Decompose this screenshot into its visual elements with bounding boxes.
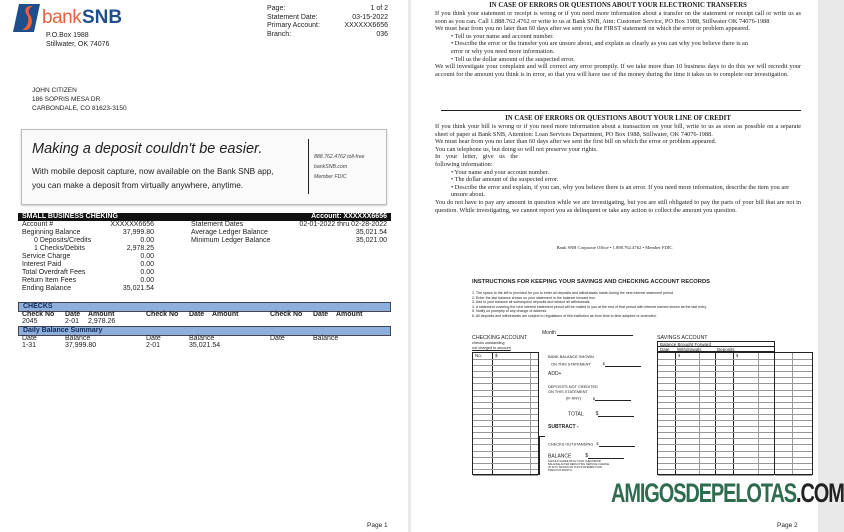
grid-line — [658, 365, 774, 366]
daily-cell: 37,999.80 — [65, 342, 97, 349]
grid-line — [473, 396, 538, 397]
daily-cell: 35,021.54 — [189, 342, 221, 349]
customer-address: JOHN CITIZEN 186 SOPRIS MESA DR CARBONDALE, CO 81623-3150 — [32, 87, 127, 112]
grid-line — [775, 390, 812, 391]
column-header: Amount — [336, 311, 363, 318]
grid-line — [775, 438, 812, 439]
grid-line — [775, 420, 812, 421]
grid-line — [775, 432, 812, 433]
balance-forward-box[interactable]: Balance Brought Forward — [657, 341, 775, 347]
grid-line — [775, 408, 812, 409]
grid-line — [473, 420, 538, 421]
grid-line — [775, 383, 812, 384]
summary-row: 1 Checks/Debits 2,978.25 — [34, 245, 154, 252]
grid-line — [473, 414, 538, 415]
page-number: Page 2 — [777, 522, 798, 529]
grid-line — [658, 469, 774, 470]
grid-line — [658, 432, 774, 433]
promo-banner — [21, 129, 387, 205]
account-summary — [22, 221, 154, 293]
grid-line — [473, 365, 538, 366]
summary-row: Account # XXXXXX6656 — [22, 221, 154, 228]
statement-page-2: IN CASE OF ERRORS OR QUESTIONS ABOUT YOUR ELECTRONIC TRANSFERS If you think your statement or receipt is wrong or if you need more information about a transfer on the statement or receipt call or write us as soon as you can. Call 1.888.762.4762 or write to us at Bank SNB, Attn: Customer Service, PO Box 1988, Stillwater OK 74076-1988 We must hear from you no later than 60 days after we sent you the FIRST statement on which the error or problem appeared. • Tell us your name and account number. • Describe the error or the transfer you are unsure about, and explain as clearly as you can why you believe there is an error or why you need more information. • Tell us the dollar amount of the suspected error. We will investigate your complaint and will correct any error promptly. If we take more than 10 business days to do this we will recredit your account for the amount you think is in error, so that you will have use of the money during the time it takes us to complete our investigation. IN CASE OF ERRORS OR QUESTIONS ABOUT YOUR LINE OF CREDIT If you think your bill is wrong or if you need more information about a transaction on your bill, write to us as soon as possible on a separate sheet of paper at Bank SNB, Attention: Loan Services Department, PO Box 1988, Stillwater, OK 74076-1988. We must hear from you no later than 60 days after we sent the first bill on which the error or problem appeared. You can telephone us, but doing so will not preserve your rights. In your letter, give us the following information: • Your name and your account number. • The dollar amount of the suspected error. • Describe the error and explain, if you can, why you believe there is an error. If you need more information, describe the item you are unsure about. You do not have to pay any amount in question while we are investigating, but you are still obligated to pay the parts of your bill that are not in question. While investigating, we cannot report you as delinquent or take any action to collect the amount you question. Bank SNB Corporate Office • 1.888.762.4762 • Member FDIC INSTRUCTIONS FOR KEEPING YOUR SAVINGS AND CHECKING ACCOUNT RECORDS 1. The space to the left is provided for you to enter all deposits and withdrawals made during the next interest statement period 2. Enter the last balance shown on your statement in the balance forward box. 3. Add to your balance all subsequent deposits and deduct all withdrawals. 4. A statement covering the next interest statement period will be mailed to you at the end of that period with interest earned shown as the last entry. 5. Notify us promptly of any change of address. 6. All deposits and withdrawals are subject to regulations of this institution as from time to time adopted or amended. Month CHECKING ACCOUNT checks outstanding not charged to account No. $ BANK BALANCE SHOWN ON THIS STATEMENT $ ADD+ DEPOSITS NOT CREDITED ON THIS STATEMENT (IF ANY) $ TOTAL $ SUBTRACT - CHECKS OUTSTANDING $ BALANCE $ SHOULD AGREE WITH YOUR CHECKBOOK BALANCE AFTER DEDUCTING SERVICE CHARGE (IF ANY) SHOWN ON THIS STATEMENT FOR PREVIOUS MONTH SAVINGS ACCOUNT Balance Brought Forward Date Withdrawals Deposits $ $ AMIGOSDEPELOTAS.COM Page 2 — [411, 0, 818, 532]
summary-row: Return Item Fees 0.00 — [22, 277, 154, 284]
grid-line — [473, 463, 538, 464]
daily-cell: 1-31 — [22, 342, 37, 349]
month-field[interactable]: Month — [542, 329, 633, 336]
promo-contact: 888.762.4762 toll-free bankSNB.com Member FDIC — [314, 154, 365, 180]
grid-line — [658, 457, 774, 458]
account-header: SMALL BUSINESS CHEKING Account: XXXXXX6656 — [18, 213, 391, 221]
column-header: Date — [189, 311, 205, 318]
logo-mark-icon — [13, 3, 41, 33]
instructions-title: INSTRUCTIONS FOR KEEPING YOUR SAVINGS AND CHECKING ACCOUNT RECORDS — [472, 279, 711, 285]
column-header: Check No — [270, 311, 303, 318]
grid-line — [775, 475, 812, 476]
summary-row: Minimum Ledger Balance 35,021.00 — [191, 237, 387, 244]
statement-meta: Page: 1 of 2 Statement Date: 03-15-2022 Primary Account: XXXXXX6656 Branch: 036 — [267, 5, 388, 39]
grid-line — [658, 371, 774, 372]
column-header: Check No — [22, 311, 55, 318]
grid-line — [658, 426, 774, 427]
grid-line — [775, 371, 812, 372]
column-header: Check No — [146, 311, 179, 318]
grid-line — [473, 383, 538, 384]
column-header: Date — [270, 335, 285, 342]
grid-line — [775, 469, 812, 470]
grid-line — [473, 426, 538, 427]
bank-address: P.O.Box 1988 Stillwater, OK 74076 — [46, 32, 110, 48]
grid-line — [473, 444, 538, 445]
checks-outstanding-grid[interactable]: No. $ — [472, 352, 539, 475]
grid-line — [658, 359, 774, 360]
divider — [441, 110, 801, 111]
summary-row: Statement Dates 02-01-2022 thru 02-28-2022 — [191, 221, 387, 228]
column-header: Balance — [313, 335, 339, 342]
grid-line — [658, 383, 774, 384]
grid-line — [775, 463, 812, 464]
grid-line — [473, 377, 538, 378]
grid-line — [775, 402, 812, 403]
summary-row: Service Charge 0.00 — [22, 253, 154, 260]
grid-line — [658, 402, 774, 403]
daily-balance-header: Daily Balance Summary — [18, 326, 391, 336]
grid-line — [473, 475, 538, 476]
grid-line — [473, 457, 538, 458]
check-cell: 2,978.26 — [88, 318, 116, 325]
grid-line — [658, 377, 774, 378]
grid-line — [658, 463, 774, 464]
grid-line — [775, 414, 812, 415]
grid-line — [658, 390, 774, 391]
grid-line — [473, 359, 538, 360]
grid-line — [775, 377, 812, 378]
watermark: AMIGOSDEPELOTAS.COM — [611, 478, 844, 508]
grid-line — [658, 438, 774, 439]
grid-line — [658, 451, 774, 452]
grid-line — [658, 475, 774, 476]
grid-line — [658, 414, 774, 415]
eft-disclosure: IN CASE OF ERRORS OR QUESTIONS ABOUT YOUR ELECTRONIC TRANSFERS If you think your statement or receipt is wrong or if you need more information about a transfer on the statement or receipt call or write us as soon as you can. Call 1.888.762.4762 or write to us at Bank SNB, Attn: Customer Service, PO Box 1988, Stillwater OK 74076-1988 We must hear from you no later than 60 days after we sent you the FIRST statement on which the error or problem appeared. • Tell us your name and account number. • Describe the error or the transfer you are unsure about, and explain as clearly as you can why you believe there is an error or why you need more information. • Tell us the dollar amount of the suspected error. We will investigate your complaint and will correct any error promptly. If we take more than 10 business days to do this we will recredit your account for the amount you think is in error, so that you will have use of the money during the time it takes us to complete our investigation. — [435, 2, 801, 78]
summary-row: Ending Balance 35,021.54 — [22, 285, 154, 292]
grid-line — [658, 396, 774, 397]
summary-row: 0 Deposits/Credits 0.00 — [34, 237, 154, 244]
check-cell: 2045 — [22, 318, 38, 325]
grid-line — [658, 420, 774, 421]
grid-line — [775, 444, 812, 445]
summary-row: Total Overdraft Fees 0.00 — [22, 269, 154, 276]
promo-body: With mobile deposit capture, now available on the Bank SNB app, you can make a deposit from virtually anywhere, anytime. — [32, 166, 274, 190]
grid-line — [473, 402, 538, 403]
instruction-item: 4. A statement covering the next interest statement period will be mailed to you at the end of that period with interest earned shown as the last entry. — [472, 304, 707, 309]
check-cell: 2-01 — [65, 318, 80, 325]
instruction-item: 3. Add to your balance all subsequent deposits and deduct all withdrawals. — [472, 300, 591, 304]
column-header: Balance — [189, 335, 215, 342]
column-header: Balance — [65, 335, 91, 342]
grid-line — [775, 396, 812, 397]
grid-line — [473, 432, 538, 433]
summary-row: Average Ledger Balance 35,021.54 — [191, 229, 387, 236]
grid-line — [775, 451, 812, 452]
column-header: Amount — [212, 311, 239, 318]
credit-disclosure: IN CASE OF ERRORS OR QUESTIONS ABOUT YOUR LINE OF CREDIT If you think your bill is wrong or if you need more information about a transaction on your bill, write to us as soon as possible on a separate sheet of paper at Bank SNB, Attention: Loan Services Department, PO Box 1988, Stillwater, OK 74076-1988. We must hear from you no later than 60 days after we sent the first bill on which the error or problem appeared. You can telephone us, but doing so will not preserve your rights. In your letter, give us the following information: • Your name and your account number. • The dollar amount of the suspected error. • Describe the error and explain, if you can, why you believe there is an error. If you need more information, describe the item you are unsure about. You do not have to pay any amount in question while we are investigating, but you are still obligated to pay the parts of your bill that are not in question. While investigating, we cannot report you as delinquent or take any action to collect the amount you question. — [435, 115, 801, 214]
grid-line — [658, 408, 774, 409]
instructions-list — [472, 291, 812, 318]
grid-line — [775, 359, 812, 360]
summary-row: Interest Paid 0.00 — [22, 261, 154, 268]
grid-line — [775, 426, 812, 427]
promo-title: Making a deposit couldn't be easier. — [32, 141, 263, 157]
checking-title: CHECKING ACCOUNT — [472, 335, 528, 341]
grid-line — [473, 371, 538, 372]
grid-line — [473, 451, 538, 452]
checks-header: CHECKS — [18, 302, 391, 312]
grid-line — [473, 438, 538, 439]
column-header: Date — [146, 335, 161, 342]
bank-logo: bank SNB — [13, 3, 41, 38]
summary-row: Beginning Balance 37,999.80 — [22, 229, 154, 236]
column-header: Amount — [88, 311, 115, 318]
statement-page-1 — [0, 0, 408, 532]
savings-title: SAVINGS ACCOUNT — [657, 335, 708, 341]
daily-cell: 2-01 — [146, 342, 161, 349]
grid-line — [473, 408, 538, 409]
page-number: Page 1 — [367, 522, 388, 529]
column-header: Date — [22, 335, 37, 342]
grid-line — [658, 444, 774, 445]
grid-line — [775, 365, 812, 366]
savings-register-grid[interactable]: $ $ — [657, 352, 775, 475]
corporate-footer: Bank SNB Corporate Office • 1.888.762.4762 • Member FDIC — [556, 245, 673, 250]
statement-summary — [191, 221, 387, 245]
instruction-item: 6. All deposits and withdrawals are subject to regulations of this institution as from time to time adopted or amended. — [472, 313, 657, 318]
grid-line — [473, 469, 538, 470]
grid-line — [473, 390, 538, 391]
column-header: Date — [313, 311, 329, 318]
column-header: Date — [65, 311, 81, 318]
grid-line — [775, 457, 812, 458]
instruction-item: 2. Enter the last balance shown on your statement in the balance forward box. — [472, 295, 597, 300]
instruction-item: 5. Notify us promptly of any change of address. — [472, 309, 548, 313]
instruction-item: 1. The space to the left is provided for you to enter all deposits and withdrawals made during the next interest statement period — [472, 291, 674, 295]
